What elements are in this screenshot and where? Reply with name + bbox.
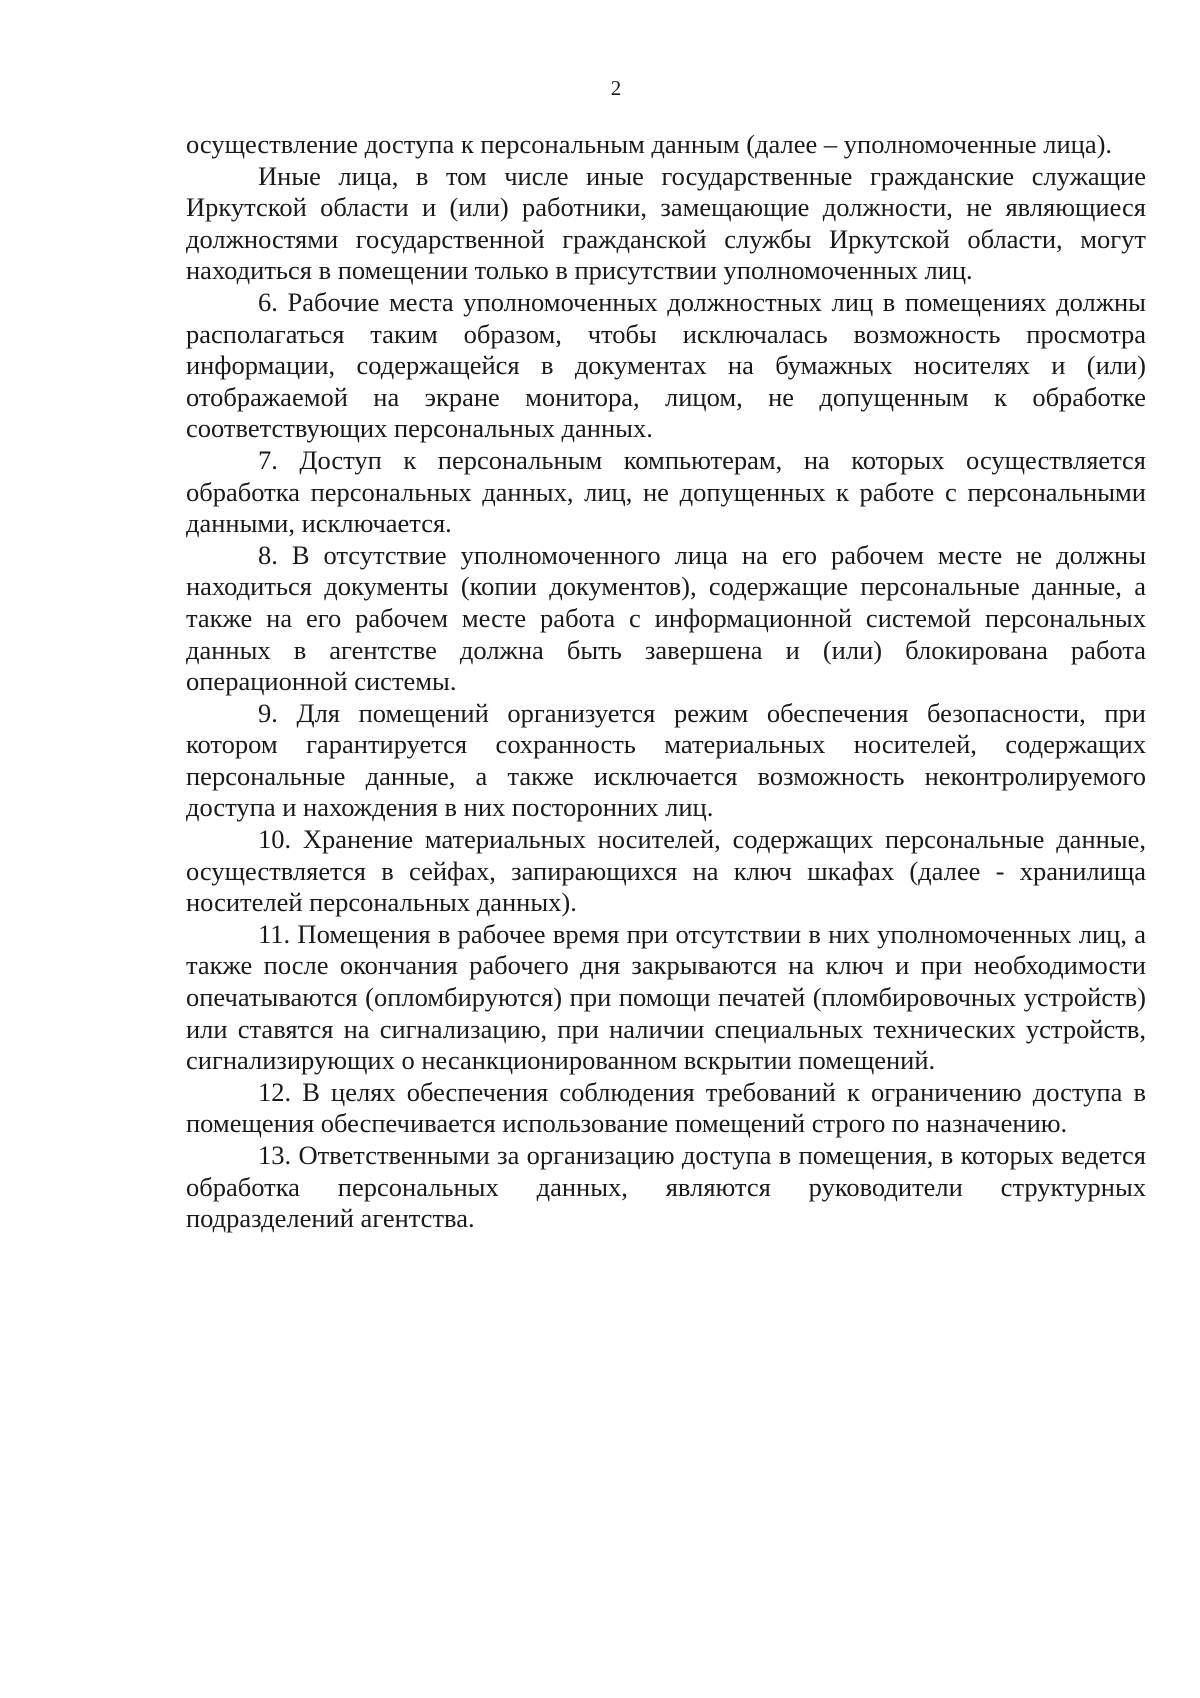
paragraph-other-persons: Иные лица, в том числе иные государственные гражданские служащие Иркутской области и (или) работники, замещающие должности, не являющиеся должностями государственной гражданской службы Иркутской области, могут находиться в помещении только в присутствии уполномоченных лиц. [186, 160, 1146, 286]
paragraph-item-12: 12. В целях обеспечения соблюдения требований к ограничению доступа в помещения обеспечивается использование помещений строго по назначению. [186, 1076, 1146, 1139]
paragraph-item-8: 8. В отсутствие уполномоченного лица на его рабочем месте не должны находиться документы (копии документов), содержащие персональные данные, а также на его рабочем месте работа с информационной системой персональных данных в агентстве должна быть завершена и (или) блокирована работа операционной системы. [186, 539, 1146, 697]
paragraph-continuation: осуществление доступа к персональным данным (далее – уполномоченные лица). [186, 129, 1113, 159]
paragraph-item-13: 13. Ответственными за организацию доступа в помещения, в которых ведется обработка персональных данных, являются руководители структурных подразделений агентства. [186, 1140, 1146, 1234]
document-body [186, 129, 1146, 1235]
page-number: 2 [610, 76, 622, 100]
paragraph-item-7: 7. Доступ к персональным компьютерам, на которых осуществляется обработка персональных данных, лиц, не допущенных к работе с персональными данными, исключается. [186, 444, 1146, 539]
paragraph-item-6: 6. Рабочие места уполномоченных должностных лиц в помещениях должны располагаться таким образом, чтобы исключалась возможность просмотра информации, содержащейся в документах на бумажных носителях и (или) отображаемой на экране монитора, лицом, не допущенным к обработке соответствующих персональных данных. [186, 286, 1146, 444]
paragraph-item-9: 9. Для помещений организуется режим обеспечения безопасности, при котором гарантируется сохранность материальных носителей, содержащих персональные данные, а также исключается возможность неконтролируемого доступа и нахождения в них посторонних лиц. [186, 697, 1146, 823]
paragraph-item-11: 11. Помещения в рабочее время при отсутствии в них уполномоченных лиц, а также после окончания рабочего дня закрываются на ключ и при необходимости опечатываются (опломбируются) при помощи печатей (пломбировочных устройств) или ставятся на сигнализацию, при наличии специальных технических устройств, сигнализирующих о несанкционированном вскрытии помещений. [186, 918, 1146, 1076]
paragraph-item-10: 10. Хранение материальных носителей, содержащих персональные данные, осуществляется в сейфах, запирающихся на ключ шкафах (далее - хранилища носителей персональных данных). [186, 824, 1146, 918]
